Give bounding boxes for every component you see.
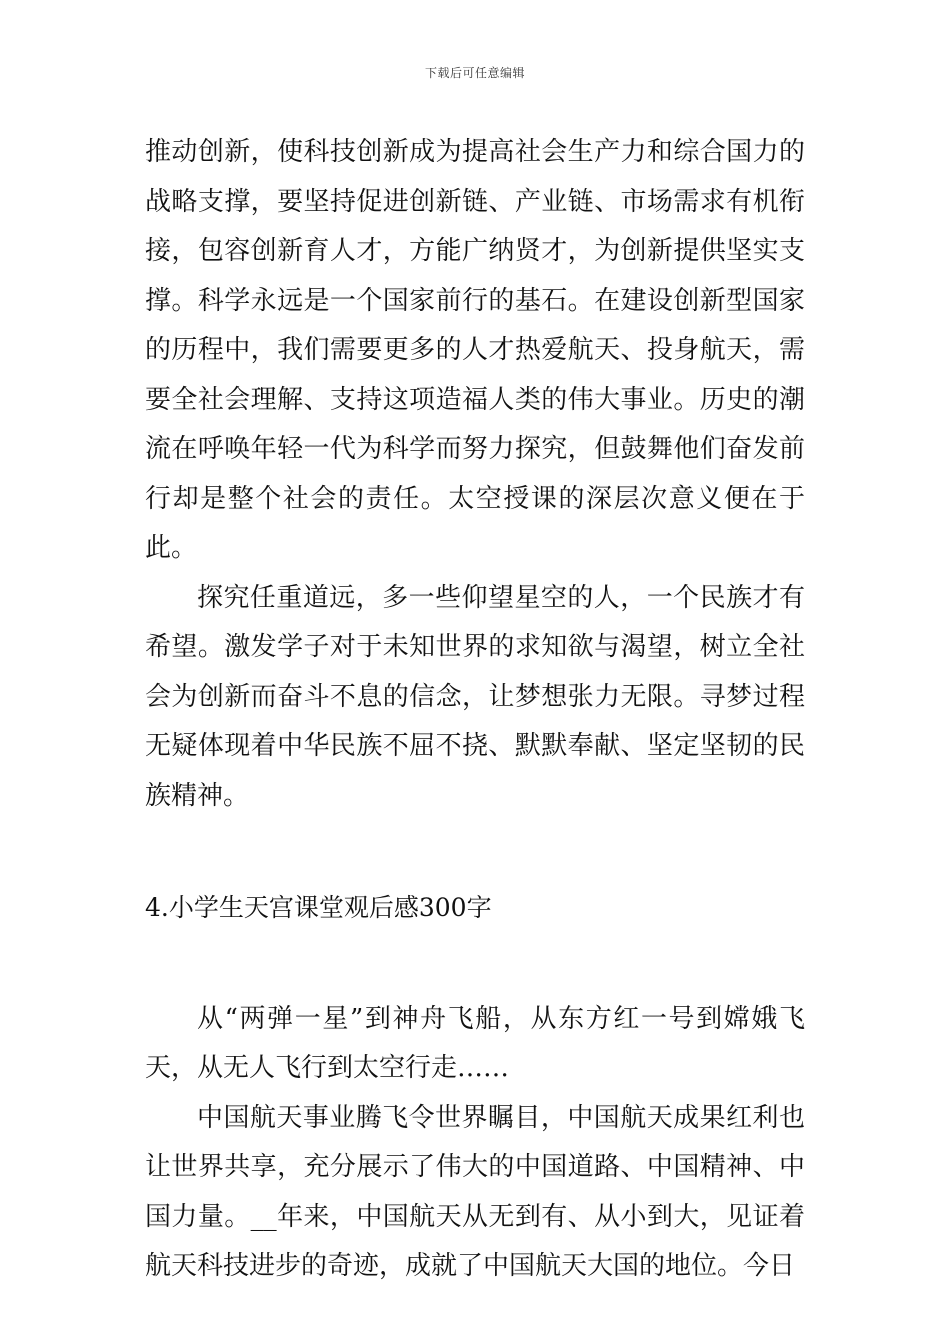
page-header-note: 下载后可任意编辑 — [424, 66, 525, 80]
section-heading: 4.小学生天宫课堂观后感300字 — [145, 893, 492, 922]
paragraph-3: 从“两弹一星”到神舟飞船，从东方红一号到嫦娥飞天，从无人飞行到太空行走…… — [145, 1003, 805, 1083]
document-body — [145, 128, 805, 1292]
spacer — [145, 933, 805, 995]
paragraph-4: 中国航天事业腾飞令世界瞩目，中国航天成果红利也让世界共享，充分展示了伟大的中国道路、中国精神、中国力量。__年来，中国航天从无到有、从小到大，见证着航天科技进步的奇迹，成就了中国航天大国的地位。今日 — [145, 1102, 805, 1281]
paragraph-1: 推动创新，使科技创新成为提高社会生产力和综合国力的战略支撑，要坚持促进创新链、产业链、市场需求有机衔接，包容创新育人才，方能广纳贤才，为创新提供坚实支撑。科学永远是一个国家前行的基石。在建设创新型国家的历程中，我们需要更多的人才热爱航天、投身航天，需要全社会理解、支持这项造福人类的伟大事业。历史的潮流在呼唤年轻一代为科学而努力探究，但鼓舞他们奋发前行却是整个社会的责任。太空授课的深层次意义便在于此。 — [145, 137, 805, 563]
paragraph-2: 探究任重道远，多一些仰望星空的人，一个民族才有希望。激发学子对于未知世界的求知欲与渴望，树立全社会为创新而奋斗不息的信念，让梦想张力无限。寻梦过程无疑体现着中华民族不屈不挠、默默奉献、坚定坚韧的民族精神。 — [145, 582, 805, 811]
spacer — [145, 821, 805, 883]
